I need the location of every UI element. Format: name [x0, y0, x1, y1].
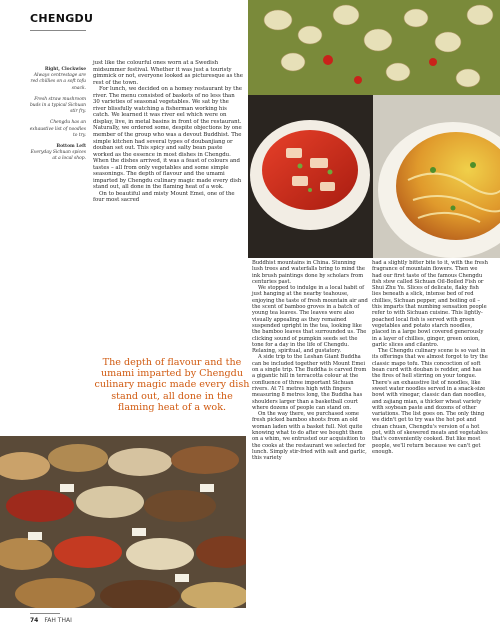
caption: [28, 120, 86, 139]
article-column-2: [252, 260, 368, 462]
page-number: 74: [30, 617, 39, 624]
caption: [28, 97, 86, 116]
page-footer: [30, 617, 72, 624]
paragraph: Buddhist mountains in China. Stunning lush trees and waterfalls bring to mind the ink brush paintings done by scholars from centuries past.: [252, 260, 365, 285]
paragraph: For lunch, we decided on a homey restaurant by the river. The menu consisted of baskets of no less than 30 varieties of seasonal vegetables. We sat by the river blissfully watching a fisherman working his catch. We learned it was river eel which were on display, live, in metal basins in front of the restaurant. Naturally, we ordered some, despite objections by one member of the group who was a devout Buddhist. The simple kitchen had several types of doubanjiang or douban set out. This spicy and salty bean paste worked as the essence in most dishes in Chengdu. When the dishes arrived, it was a feast of colours and tastes – all from only vegetables and some simple seasonings. The depth of flavour and the umami imparted by Chengdu culinary magic made every dish stand out, all done in the flaming heat of a wok.: [93, 86, 242, 191]
article-column-3: [372, 260, 488, 455]
paragraph: On the way there, we purchased some fresh picked bamboo shoots from an old woman laden with a basket full. Not quite knowing what to do after we bought them on a whim, we entrusted our acquisition to the cooks at the restaurant we selected for lunch. Simply stir-fried with salt and garlic, this variety: [252, 411, 367, 462]
caption-text: Always centrestage are red chillies on a soft tofu snack.: [30, 73, 86, 91]
publication-name: FAH THAI: [44, 617, 72, 624]
paragraph: The Chengdu culinary scene is so vast in its offerings that we almost forgot to try the classic mapo tofu. This concoction of soft bean curd with douban is redder, and has the fires of hell stirring on your tongue. There's an exhaustive list of noodles, like sweet water noodles served in a snack-size bowl with vinegar, classic dan dan noodles, and zajiang mian, a thicker wheat variety with soybean paste and dozens of other variations. The list goes on. The only thing we didn't get to try was the hot pot and chuan chuan, Chengdu's version of a hot pot, with of skewered meats and vegetables that's conveniently cooked. But like most people, we'll return because we can't get enough.: [372, 348, 488, 455]
paragraph: A side trip to the Leshan Giant Buddha can be included together with Mount Emei on a single trip. The Buddha is carved from a gigantic hill in terracotta colour at the confluence of three important Sichuan rivers. At 71 metres high with fingers measuring 8 metres long, the Buddha has shoulders larger than a basketball court where dozens of people can stand on.: [252, 354, 367, 411]
caption: [28, 67, 86, 92]
caption-title: Right, Clockwise: [44, 67, 86, 72]
caption-text: Everyday Sichuan spices at a local shop.: [30, 150, 86, 162]
photo-captions: [28, 67, 86, 168]
section-title: CHENGDU: [30, 12, 94, 25]
paragraph: had a slightly bitter bite to it, with the fresh fragrance of mountain flowers. Then we had our first taste of the famous Chengdu fish stew called Sichuan Oil-Boiled Fish or Shui Zhu Yu. Slices of delicate, flaky fish lies beneath a slick, intense bed of red chillies, Sichuan pepper, and boiling oil – this imparts that numbing sensation people refer to with Sichuan cuisine. This lightly-poached local fish is served with green vegetables and potato starch noodles, placed in a large bowl covered generously in a layer of chillies, ginger, green onion, garlic slices and cilantro.: [372, 260, 488, 348]
paragraph: We stopped to indulge in a local habit of just hanging at the nearby teahouse, enjoying the taste of fresh mountain air and the scent of bamboo groves in a batch of young tea leaves. The leaves were also visually appealing as they remained suspended upright in the tea, looking like the bamboo leaves that surrounded us. The clicking sound of pumpkin seeds set the tone for a day in the life of Chengdu. Relaxing, spiritual, and gustatory.: [252, 285, 368, 355]
caption-text: Fresh straw mushroom buds in a typical Sichuan stir fry.: [29, 96, 86, 115]
food-photo: [248, 0, 500, 258]
caption: [28, 144, 86, 163]
paragraph: On to beautiful and misty Mount Emei, one of the four most sacred: [93, 190, 235, 204]
footer-rule: [30, 613, 60, 614]
caption-title: Bottom Left: [56, 144, 86, 150]
header-rule: [30, 30, 86, 31]
article-column-1: [93, 60, 243, 204]
pull-quote: The depth of flavour and the umami imparted by Chengdu culinary magic made every dish stand out, all done in the flaming heat of a wok.: [94, 357, 250, 413]
caption-text: Chengdu has an exhaustive list of noodles to try.: [29, 120, 86, 138]
paragraph: just like the colourful ones worn at a Swedish midsummer festival. Whether it was just a touristy gimmick or not, everyone looked as picturesque as the rest of the town.: [93, 60, 243, 86]
food-photo-collage: [248, 0, 500, 258]
spice-market-photo: [0, 436, 246, 608]
spice-photo: [0, 436, 246, 608]
